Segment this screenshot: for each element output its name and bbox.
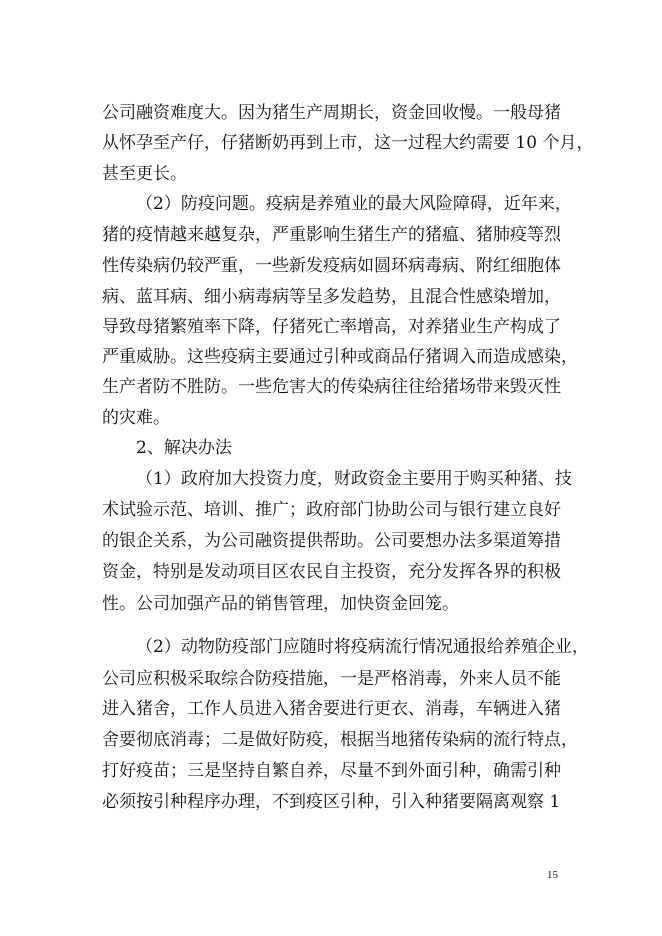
text-line: （1）政府加大投资力度，财政资金主要用于购买种猪、技 <box>136 469 572 489</box>
text-line: 必须按引种程序办理，不到疫区引种，引入种猪要隔离观察 1 <box>102 792 561 812</box>
text-line: 的灾难。 <box>102 408 170 428</box>
text-line: 从怀孕至产仔，仔猪断奶再到上市，这一过程大约需要 10 个月， <box>102 133 594 153</box>
text-line: 舍要彻底消毒；二是做好防疫，根据当地猪传染病的流行特点， <box>102 730 578 750</box>
text-line: 性传染病仍较严重，一些新发疫病如圆环病毒病、附红细胞体 <box>102 256 561 276</box>
text-line: 的银企关系，为公司融资提供帮助。公司要想办法多渠道筹措 <box>102 531 561 551</box>
text-line: （2）防疫问题。疫病是养殖业的最大风险障碍，近年来， <box>136 194 572 214</box>
text-line: 资金，特别是发动项目区农民自主投资，充分发挥各界的积极 <box>102 562 561 582</box>
text-line: 严重威胁。这些疫病主要通过引种或商品仔猪调入而造成感染， <box>102 347 578 367</box>
text-line: 猪的疫情越来越复杂，严重影响生猪生产的猪瘟、猪肺疫等烈 <box>102 225 561 245</box>
text-line: 病、蓝耳病、细小病毒病等呈多发趋势，且混合性感染增加， <box>102 287 561 307</box>
page-number: 15 <box>547 869 558 881</box>
text-line: 术试验示范、培训、推广；政府部门协助公司与银行建立良好 <box>102 500 561 520</box>
text-line: 生产者防不胜防。一些危害大的传染病往往给猪场带来毁灭性 <box>102 377 561 397</box>
text-line: 公司融资难度大。因为猪生产周期长，资金回收慢。一般母猪 <box>102 103 561 123</box>
text-line: （2）动物防疫部门应随时将疫病流行情况通报给养殖企业， <box>136 637 589 657</box>
section-heading: 2、解决办法 <box>136 438 232 458</box>
text-line: 性。公司加强产品的销售管理，加快资金回笼。 <box>102 594 459 614</box>
text-line: 公司应积极采取综合防疫措施，一是严格消毒，外来人员不能 <box>102 669 561 689</box>
text-line: 进入猪舍，工作人员进入猪舍要进行更衣、消毒，车辆进入猪 <box>102 699 561 719</box>
text-line: 打好疫苗；三是坚持自繁自养，尽量不到外面引种，确需引种 <box>102 761 561 781</box>
text-line: 导致母猪繁殖率下降，仔猪死亡率增高，对养猪业生产构成了 <box>102 317 561 337</box>
text-line: 甚至更长。 <box>102 164 187 184</box>
